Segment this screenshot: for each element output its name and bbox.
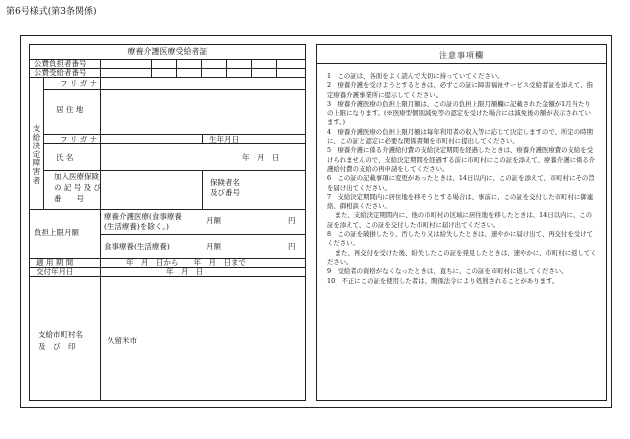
number-digit-boxes bbox=[101, 59, 305, 77]
recipient-group-label: 支給決定障害者 bbox=[32, 124, 41, 185]
insurer-label-line2: 及び番号 bbox=[210, 188, 240, 197]
municipality-label-line1: 支給市町村名 bbox=[38, 330, 83, 339]
furigana-label: フ リ ガ ナ bbox=[60, 79, 98, 88]
name-label: 氏 名 bbox=[56, 153, 74, 162]
period-label: 適 用 期 間 bbox=[36, 258, 74, 267]
note-item: 6 この証の記載事項に変更があったときは、14日以内に、この証を添えて、市町村にその旨を届け出てください。 bbox=[327, 174, 595, 192]
recipient-number-label: 公費受給者番号 bbox=[34, 68, 87, 77]
furigana-label-2: フ リ ガ ナ bbox=[60, 135, 98, 144]
limit-item2-monthly-label: 月額 bbox=[206, 242, 221, 251]
birth-date-value: 年 月 日 bbox=[242, 153, 280, 162]
municipality-label-line2: 及 び 印 bbox=[38, 342, 76, 351]
address-label: 居 住 地 bbox=[56, 105, 84, 114]
note-item: また、再交付を受けた後、紛失したこの証を発見したときは、速やかに、市町村に返してください。 bbox=[327, 248, 597, 266]
insurance-label-line2: の 記 号 及 び bbox=[54, 183, 102, 192]
limit-item1-line2: (生活療養)を除く。) bbox=[104, 222, 169, 231]
burden-payer-number-label: 公費負担者番号 bbox=[34, 59, 87, 68]
note-item: 9 受給者の資格がなくなったときは、直ちに、この証を市町村に返してください。 bbox=[327, 267, 568, 276]
note-item: また、支給決定期間内に、他の市町村の区域に居住地を移したときは、14日以内に、この証を添えて、この証を交付した市町村に届け出てください。 bbox=[327, 211, 593, 229]
certificate-title: 療養介護医療受給者証 bbox=[127, 47, 208, 56]
insurance-label-line1: 加入医療保険 bbox=[54, 172, 99, 181]
notes-panel bbox=[316, 44, 607, 401]
note-item: 3 療養介護医療の負担上限月額は、この証の負担上限月額欄に記載された金額が1月当たりの上限になります。(※医療型個別減免等の認定を受けた場合には減免後の額が表示されています。) bbox=[327, 99, 591, 127]
limit-item2-yen: 円 bbox=[288, 242, 296, 251]
notes-title: 注意事項欄 bbox=[439, 51, 484, 60]
burden-limit-label: 負担上限月額 bbox=[34, 228, 79, 237]
limit-item1-monthly-label: 月額 bbox=[206, 216, 221, 225]
issue-date-value: 年 月 日 bbox=[166, 267, 204, 276]
municipality-value: 久留米市 bbox=[107, 336, 137, 345]
note-item: 2 療養介護を受けようとするときは、必ずこの証に障害福祉サービス受給者証を添えて、指定療養介護事業所に提示してください。 bbox=[327, 81, 593, 99]
limit-item2-label: 食事療養(生活療養) bbox=[104, 242, 170, 251]
note-item: 7 支給決定期間内に居住地を移そうとする場合は、事前に、この証を交付した市町村に御連絡、御相談ください。 bbox=[327, 192, 594, 211]
form-number-label: 第6号様式(第3条関係) bbox=[6, 7, 97, 17]
limit-item1-line1: 療養介護医療(食事療養 bbox=[104, 212, 182, 221]
period-value: 年 月 日から 年 月 日まで bbox=[126, 258, 246, 267]
note-item: 10 不正にこの証を使用した者は、関係法令により処罰されることがあります。 bbox=[327, 276, 559, 285]
certificate-panel bbox=[29, 44, 306, 401]
insurer-label-line1: 保険者名 bbox=[210, 178, 240, 187]
limit-item1-yen: 円 bbox=[288, 216, 296, 225]
note-item: 1 この証は、各面をよく読んで大切に持っていてください。 bbox=[327, 72, 504, 80]
insurance-label-line3: 番 号 bbox=[54, 194, 84, 203]
note-item: 4 療養介護医療の負担上限月額は毎年利用者の収入等に応じて決定しますので、所定の時期に、この証と認定に必要な関係書類を市町村に提出してください。 bbox=[327, 127, 593, 146]
note-item: 8 この証を破損したり、汚したり又は紛失したときは、速やかに届け出て、再交付を受けてください。 bbox=[327, 230, 593, 248]
issue-date-label: 交付年月日 bbox=[36, 267, 74, 276]
birth-date-label: 生年月日 bbox=[209, 135, 239, 144]
notes-list bbox=[327, 72, 597, 286]
note-item: 5 療養介護に係る介護給付費の支給決定期間を経過したときは、療養介護医療費の支給を受けられませんので、支給決定期間を経過する前に市町村にこの証を添えて、療養介護に係る介護給付費の支給の再申請をしてください。 bbox=[327, 146, 596, 173]
